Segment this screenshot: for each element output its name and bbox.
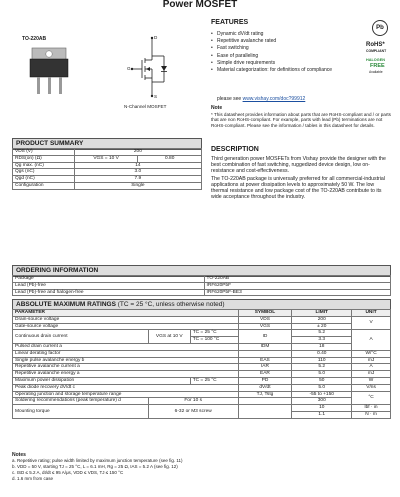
product-summary-table	[12, 148, 202, 190]
table-row	[13, 405, 391, 412]
notes-heading: Notes	[12, 452, 26, 458]
table-row	[13, 330, 391, 337]
amr-cond: TC = 25 °C	[190, 377, 238, 384]
amr-param: Peak diode recovery dV/dt c	[13, 384, 239, 391]
amr-cond: TC = 100 °C	[190, 337, 238, 344]
feature-item: • Simple drive requirements	[211, 60, 351, 67]
ps-param: Qgs (nC)	[13, 169, 75, 176]
amr-unit: W/°C	[352, 350, 391, 357]
col-header-limit: LIMIT	[292, 310, 352, 317]
col-header-symbol: SYMBOL	[238, 310, 292, 317]
amr-limit: 3.3	[292, 337, 352, 344]
table-row	[13, 371, 391, 378]
amr-symbol	[238, 405, 292, 419]
feature-item: • Repetitive avalanche rated	[211, 38, 351, 45]
amr-unit: A	[352, 364, 391, 371]
ps-param: Configuration	[13, 182, 75, 189]
table-row	[13, 364, 391, 371]
note-label: Note	[211, 105, 223, 111]
amr-limit: ± 20	[292, 323, 352, 330]
description-body	[211, 156, 391, 201]
pb-free-icon: Pb	[372, 20, 388, 36]
table-row	[13, 169, 202, 176]
abs-max-table	[12, 309, 391, 419]
compliance-link[interactable]: www.vishay.com/doc?99912	[242, 96, 306, 102]
amr-symbol: VGS	[238, 323, 292, 330]
amr-param: Maximum power dissipation	[13, 377, 191, 384]
table-row	[13, 155, 202, 162]
amr-unit: °C	[352, 391, 391, 405]
amr-symbol	[238, 398, 292, 405]
amr-param: Continuous drain current	[13, 330, 149, 344]
table-row	[13, 357, 391, 364]
amr-param: Soldering recommendations (peak temperature) d	[13, 398, 149, 405]
ordering-label: Lead (Pb)-free	[13, 282, 205, 289]
abs-max-condition: (TC = 25 °C, unless otherwise noted)	[117, 301, 225, 308]
amr-param: Gate-source voltage	[13, 323, 239, 330]
amr-symbol: IAR	[238, 364, 292, 371]
note-item: d. 1.6 mm from case	[12, 476, 54, 481]
ps-value: Single	[74, 182, 201, 189]
amr-cond: For 10 s	[148, 398, 238, 405]
amr-limit: 200	[292, 316, 352, 323]
amr-limit: 50	[292, 377, 352, 384]
amr-cond: 6-32 or M3 screw	[148, 405, 238, 419]
ps-value: 0.80	[138, 155, 202, 162]
halogen-label: HALOGEN	[366, 58, 385, 62]
note-item: a. Repetitive rating; pulse width limited by maximum junction temperature (see fig. 11)	[12, 458, 183, 463]
table-row	[13, 289, 391, 296]
amr-symbol: TJ, Tstg	[238, 391, 292, 398]
ordering-table	[12, 275, 391, 296]
amr-param: Mounting torque	[13, 405, 149, 419]
features-heading: FEATURES	[211, 19, 249, 26]
amr-unit: mJ	[352, 371, 391, 378]
amr-limit: 300	[292, 398, 352, 405]
table-row	[13, 323, 391, 330]
table-row	[13, 282, 391, 289]
ps-param: Qg max. (nC)	[13, 162, 75, 169]
rohs-badge: RoHS*	[366, 42, 385, 48]
feature-item: • Material categorization: for definitions of compliance	[211, 67, 351, 74]
amr-unit: A	[352, 330, 391, 350]
amr-param: Repetitive avalanche energy a	[13, 371, 239, 378]
amr-symbol: EAR	[238, 371, 292, 378]
amr-limit: 10	[292, 405, 352, 412]
ps-value: 7.9	[74, 176, 201, 183]
amr-limit: -55 to +150	[292, 391, 352, 398]
ps-param: RDS(on) (Ω)	[13, 155, 75, 162]
amr-unit: W	[352, 377, 391, 384]
ordering-value: IRF620PbF	[204, 282, 390, 289]
note-text: * This datasheet provides information about parts that are RoHS-compliant and / or parts that are non RoHS-compliant. For example, parts with lead (Pb) terminations are not RoHS-compliant. Please see the information / tables in this datasheet for details.	[211, 112, 391, 128]
col-header-unit: UNIT	[352, 310, 391, 317]
ps-value: 3.0	[74, 169, 201, 176]
ps-value: 14	[74, 162, 201, 169]
amr-limit: 5.2	[292, 364, 352, 371]
ordering-value: TO-220AB	[204, 276, 390, 283]
table-row	[13, 384, 391, 391]
ordering-value: IRF620PbF-BE3	[204, 289, 390, 296]
amr-unit: lbf · in	[352, 405, 391, 412]
table-row	[13, 149, 202, 156]
ps-cond: VGS = 10 V	[74, 155, 138, 162]
amr-symbol: EAS	[238, 357, 292, 364]
amr-symbol: IDM	[238, 343, 292, 350]
table-header-row	[13, 310, 391, 317]
amr-limit: 5.2	[292, 330, 352, 337]
amr-limit: 110	[292, 357, 352, 364]
table-row	[13, 398, 391, 405]
material-link-line	[217, 96, 305, 103]
product-summary-heading: PRODUCT SUMMARY	[12, 138, 202, 150]
amr-unit: V/ns	[352, 384, 391, 391]
amr-param: Pulsed drain current a	[13, 343, 239, 350]
ps-param: VDS (V)	[13, 149, 75, 156]
table-row	[13, 162, 202, 169]
table-row	[13, 182, 202, 189]
amr-unit: V	[352, 316, 391, 330]
table-row	[13, 343, 391, 350]
amr-cond: VGS at 10 V	[148, 330, 190, 344]
amr-unit: N · m	[352, 411, 391, 418]
description-p1: Third generation power MOSFETs from Vishay provide the designer with the best combination of fast switching, ruggedized device design, low on-resistance and cost-effectiveness.	[211, 156, 386, 175]
description-heading: DESCRIPTION	[211, 146, 259, 153]
table-row	[13, 276, 391, 283]
rohs-compliant-label: COMPLIANT	[366, 49, 387, 53]
feature-item: • Fast switching	[211, 45, 351, 52]
amr-param: Single pulse avalanche energy b	[13, 357, 239, 364]
ordering-label: Lead (Pb)-free and halogen-free	[13, 289, 205, 296]
table-row	[13, 350, 391, 357]
table-row	[13, 391, 391, 398]
notes-section	[12, 452, 392, 482]
abs-max-title: ABSOLUTE MAXIMUM RATINGS	[16, 301, 116, 308]
symbol-d-label: D	[154, 35, 158, 40]
amr-limit: 5.0	[292, 371, 352, 378]
amr-cond: TC = 25 °C	[190, 330, 238, 337]
col-header-parameter: PARAMETER	[13, 310, 239, 317]
amr-limit: 5.0	[292, 384, 352, 391]
description-p2: The TO-220AB package is universally preferred for all commercial-industrial applications at power dissipation levels to approximately 50 W. The low thermal resistance and low package cost of the TO-220AB contribute to its wide acceptance throughout the industry.	[211, 175, 385, 201]
amr-limit: 18	[292, 343, 352, 350]
amr-symbol: dV/dt	[238, 384, 292, 391]
package-label: TO-220AB	[22, 36, 47, 42]
amr-limit: 1.1	[292, 411, 352, 418]
amr-symbol: VDS	[238, 316, 292, 323]
feature-item: • Dynamic dV/dt rating	[211, 31, 351, 38]
amr-symbol: PD	[238, 377, 292, 384]
table-row	[13, 316, 391, 323]
free-label: FREE	[370, 63, 385, 69]
ordering-label: Package	[13, 276, 205, 283]
to220-package-image	[20, 44, 80, 96]
table-row	[13, 176, 202, 183]
amr-param: Drain-source voltage	[13, 316, 239, 323]
note-item: b. VDD = 50 V, starting TJ = 25 °C, L = 6.1 mH, Rg = 25 Ω, IAS = 5.2 A (see fig. 12)	[12, 464, 178, 469]
symbol-s-label: S	[154, 94, 158, 99]
symbol-caption: N-Channel MOSFET	[124, 104, 167, 109]
material-pre: please see	[217, 96, 243, 102]
amr-param: Operating junction and storage temperature range	[13, 391, 239, 398]
feature-item: • Ease of paralleling	[211, 53, 351, 60]
amr-param: Repetitive avalanche current a	[13, 364, 239, 371]
amr-symbol: ID	[238, 330, 292, 344]
amr-param: Linear derating factor	[13, 350, 239, 357]
ordering-heading: ORDERING INFORMATION	[12, 265, 391, 277]
note-item: c. ISD ≤ 5.2 A, dI/dt ≤ 95 A/μs, VDD ≤ VDS, TJ ≤ 150 °C	[12, 470, 124, 475]
amr-limit: 0.40	[292, 350, 352, 357]
symbol-g-label: G	[127, 66, 131, 71]
amr-symbol	[238, 350, 292, 357]
ps-value: 200	[74, 149, 201, 156]
features-list	[211, 31, 351, 74]
page-title: Power MOSFET	[162, 0, 238, 10]
amr-unit: mJ	[352, 357, 391, 364]
table-row	[13, 377, 391, 384]
available-label: Available	[369, 70, 383, 74]
ps-param: Qgd (nC)	[13, 176, 75, 183]
